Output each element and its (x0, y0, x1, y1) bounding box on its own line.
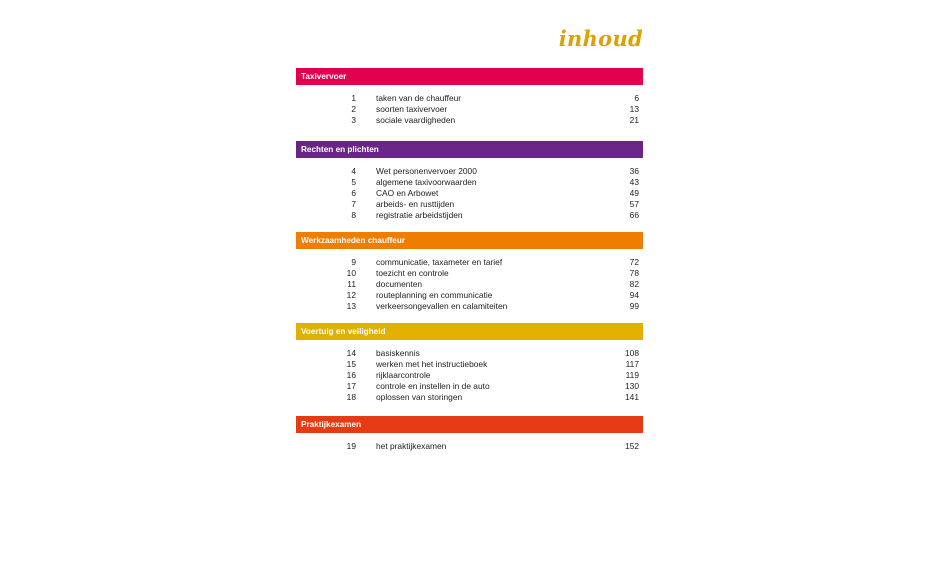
toc-entry (296, 370, 643, 381)
section-entries (296, 441, 643, 452)
chapter-title: soorten taxivervoer (376, 104, 448, 114)
page-number: 13 (629, 104, 639, 114)
toc-entry (296, 210, 643, 221)
chapter-number: 15 (346, 359, 356, 369)
chapter-number: 5 (351, 177, 356, 187)
chapter-title: documenten (376, 279, 423, 289)
page-number: 130 (625, 381, 639, 391)
chapter-number: 17 (346, 381, 356, 391)
toc-section (296, 416, 643, 452)
section-entries (296, 166, 643, 221)
chapter-number: 7 (351, 199, 356, 209)
toc-entry (296, 290, 643, 301)
toc-entry (296, 177, 643, 188)
page-number: 6 (634, 93, 639, 103)
chapter-title: communicatie, taxameter en tarief (376, 257, 503, 267)
page-number: 49 (629, 188, 639, 198)
chapter-number: 13 (346, 301, 356, 311)
section-entries (296, 257, 643, 312)
toc-entry (296, 441, 643, 452)
chapter-number: 16 (346, 370, 356, 380)
chapter-title: taken van de chauffeur (376, 93, 462, 103)
toc-entry (296, 348, 643, 359)
chapter-number: 8 (351, 210, 356, 220)
page-number: 82 (629, 279, 639, 289)
chapter-number: 10 (346, 268, 356, 278)
chapter-title: het praktijkexamen (376, 441, 447, 451)
chapter-title: basiskennis (376, 348, 420, 358)
toc-section (296, 141, 643, 221)
chapter-title: rijklaarcontrole (376, 370, 431, 380)
page-number: 94 (629, 290, 639, 300)
chapter-title: verkeersongevallen en calamiteiten (376, 301, 508, 311)
section-header: Rechten en plichten (296, 141, 643, 158)
chapter-number: 12 (346, 290, 356, 300)
toc-entry (296, 104, 643, 115)
chapter-number: 4 (351, 166, 356, 176)
toc-entry (296, 166, 643, 177)
chapter-number: 1 (351, 93, 356, 103)
chapter-title: controle en instellen in de auto (376, 381, 490, 391)
page-title: inhoud (558, 26, 643, 51)
page-number: 152 (625, 441, 639, 451)
section-header: Taxivervoer (296, 68, 643, 85)
toc-page (266, 0, 674, 587)
page-number: 117 (625, 359, 639, 369)
page-number: 99 (629, 301, 639, 311)
page-number: 108 (625, 348, 639, 358)
chapter-number: 3 (351, 115, 356, 125)
toc-section (296, 323, 643, 403)
chapter-title: Wet personenvervoer 2000 (376, 166, 477, 176)
toc-entry (296, 301, 643, 312)
toc-entry (296, 257, 643, 268)
toc-entry (296, 359, 643, 370)
toc-section (296, 68, 643, 126)
chapter-title: CAO en Arbowet (376, 188, 439, 198)
chapter-number: 14 (346, 348, 356, 358)
chapter-number: 18 (346, 392, 356, 402)
chapter-title: registratie arbeidstijden (376, 210, 463, 220)
page-number: 119 (625, 370, 639, 380)
toc-entry (296, 199, 643, 210)
page-number: 72 (629, 257, 639, 267)
page-number: 21 (629, 115, 639, 125)
chapter-number: 11 (347, 279, 356, 289)
page-number: 66 (629, 210, 639, 220)
section-header: Praktijkexamen (296, 416, 643, 433)
toc-entry (296, 279, 643, 290)
toc-entry (296, 392, 643, 403)
chapter-number: 2 (351, 104, 356, 114)
chapter-title: oplossen van storingen (376, 392, 463, 402)
toc-section (296, 232, 643, 312)
section-entries (296, 348, 643, 403)
chapter-number: 9 (351, 257, 356, 267)
toc-entry (296, 93, 643, 104)
page-number: 57 (629, 199, 639, 209)
page-number: 36 (629, 166, 639, 176)
section-header: Voertuig en veiligheid (296, 323, 643, 340)
toc-entry (296, 268, 643, 279)
page-number: 141 (625, 392, 639, 402)
page-number: 78 (629, 268, 639, 278)
chapter-title: arbeids- en rusttijden (376, 199, 455, 209)
chapter-title: algemene taxivoorwaarden (376, 177, 477, 187)
toc-entry (296, 381, 643, 392)
chapter-number: 6 (351, 188, 356, 198)
toc-entry (296, 188, 643, 199)
chapter-title: werken met het instructieboek (376, 359, 488, 369)
chapter-number: 19 (346, 441, 356, 451)
chapter-title: sociale vaardigheden (376, 115, 456, 125)
toc-entry (296, 115, 643, 126)
chapter-title: routeplanning en communicatie (376, 290, 493, 300)
page-number: 43 (629, 177, 639, 187)
chapter-title: toezicht en controle (376, 268, 449, 278)
section-entries (296, 93, 643, 126)
section-header: Werkzaamheden chauffeur (296, 232, 643, 249)
